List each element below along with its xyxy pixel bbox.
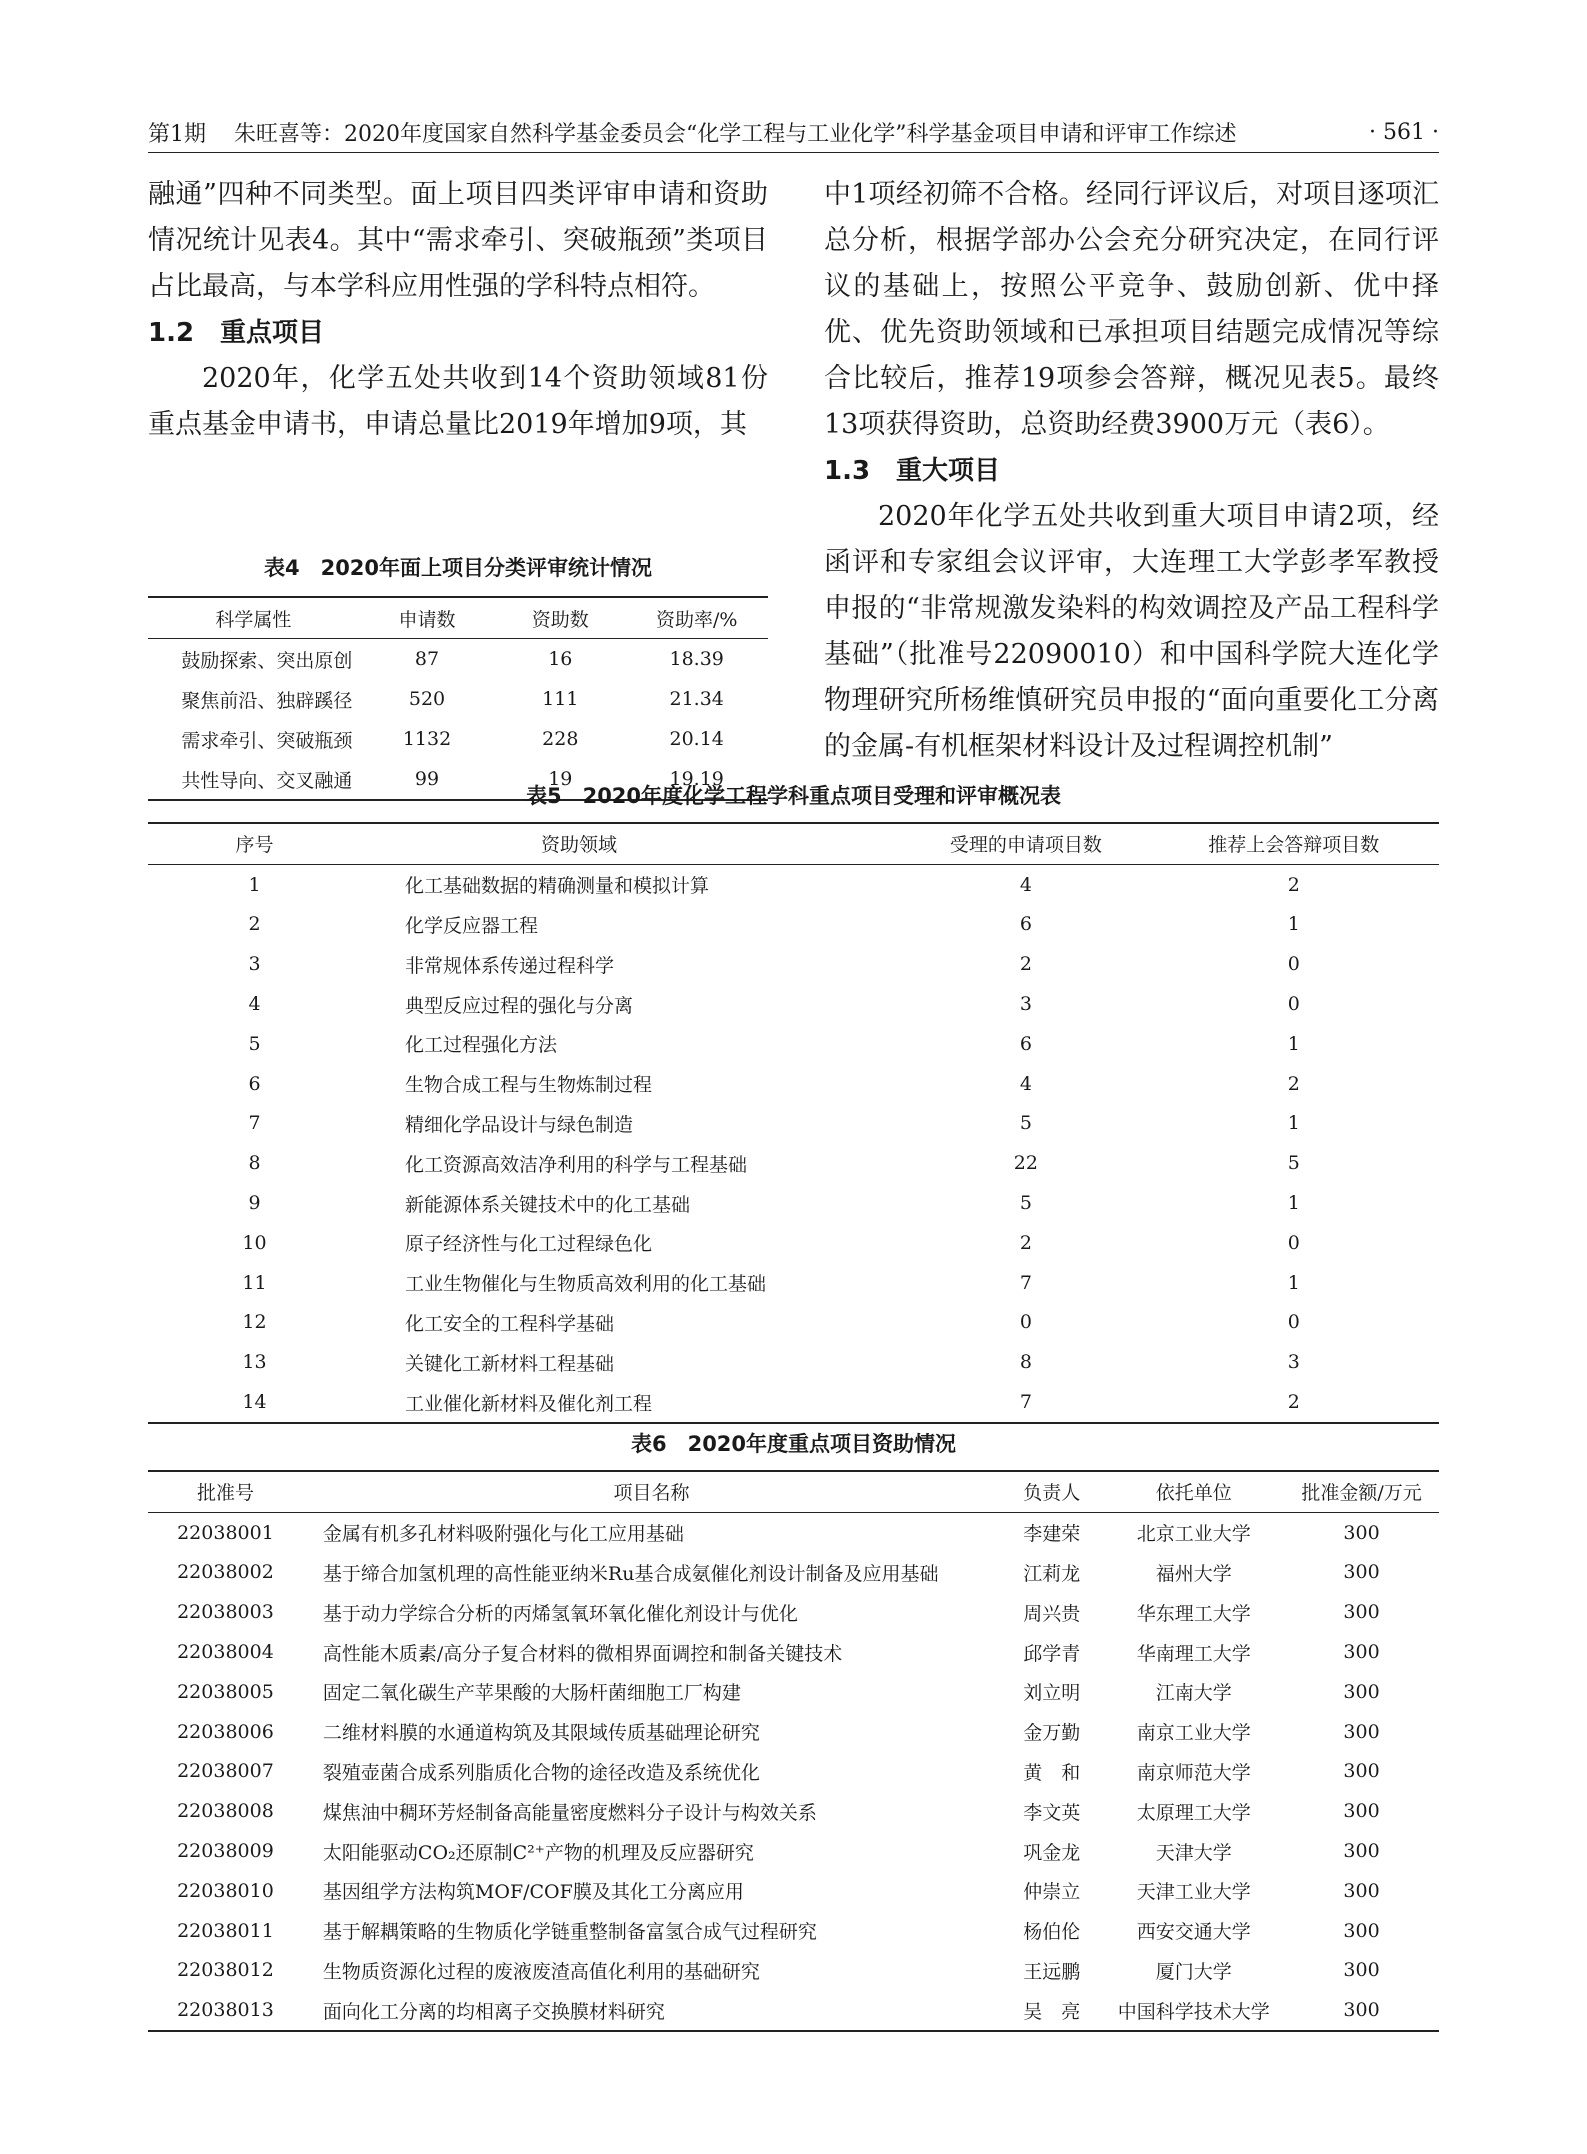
table-cell: 22038005: [177, 1680, 274, 1703]
table-5-grid: [148, 822, 1439, 1424]
table-cell: 固定二氧化碳生产苹果酸的大肠杆菌细胞工厂构建: [322, 1682, 741, 1705]
table-cell: 华东理工大学: [1136, 1602, 1251, 1625]
table-cell: 300: [1343, 1840, 1380, 1863]
table-cell: 22038007: [177, 1760, 274, 1783]
table-cell: 裂殖壶菌合成系列脂质化合物的途径改造及系统优化: [322, 1761, 760, 1784]
table-cell: 22038003: [177, 1601, 274, 1624]
table-cell: 基于缔合加氢机理的高性能亚纳米Ru基合成氨催化剂设计制备及应用基础: [322, 1562, 939, 1585]
column-header: 负责人: [1023, 1482, 1081, 1505]
table-row: [148, 1632, 1439, 1672]
table-cell: 5: [1287, 1152, 1300, 1175]
table-cell: 生物合成工程与生物炼制过程: [405, 1074, 653, 1097]
table-cell: 300: [1343, 1720, 1380, 1743]
table-cell: 300: [1343, 1561, 1380, 1584]
table-cell: 刘立明: [1023, 1682, 1081, 1705]
table-cell: 金属有机多孔材料吸附强化与化工应用基础: [322, 1523, 684, 1546]
table-cell: 5: [248, 1032, 261, 1055]
table-cell: 9: [248, 1192, 261, 1215]
left-paragraph-1: 融通”四种不同类型。面上项目四类评审申请和资助情况统计见表4。其中“需求牵引、突破瓶颈”类项目占比最高，与本学科应用性强的学科特点相符。: [148, 179, 768, 302]
table-cell: 13: [242, 1351, 267, 1374]
section-1-2-heading: 1.2 重点项目: [148, 318, 325, 348]
table-row: [148, 1223, 1439, 1263]
table-cell: 300: [1343, 1800, 1380, 1823]
table-cell: 6: [1019, 1032, 1032, 1055]
table-cell: 太原理工大学: [1136, 1801, 1251, 1824]
table-cell: 仲崇立: [1023, 1881, 1081, 1904]
table-cell: 0: [1287, 953, 1300, 976]
table-cell: 0: [1019, 1311, 1032, 1334]
table-cell: 鼓励探索、突出原创: [181, 649, 353, 672]
table-cell: 化学反应器工程: [405, 914, 539, 937]
table-cell: 10: [242, 1231, 267, 1254]
table-cell: 化工安全的工程科学基础: [405, 1312, 615, 1335]
table-cell: 聚焦前沿、独辟蹊径: [181, 689, 353, 712]
table-cell: 太阳能驱动CO₂还原制C²⁺产物的机理及反应器研究: [322, 1841, 754, 1864]
table-cell: 化工资源高效洁净利用的科学与工程基础: [405, 1153, 748, 1176]
table-cell: 8: [248, 1152, 261, 1175]
table-cell: 22038010: [177, 1879, 274, 1902]
table-cell: 22038013: [177, 1999, 274, 2022]
table-cell: 2: [1287, 873, 1300, 896]
column-header: 科学属性: [215, 608, 292, 631]
table-cell: 基于解耦策略的生物质化学链重整制备富氢合成气过程研究: [322, 1921, 817, 1944]
table-cell: 300: [1343, 1641, 1380, 1664]
table-cell: 0: [1287, 1311, 1300, 1334]
table-cell: 22038006: [177, 1720, 274, 1743]
table-row: [148, 639, 768, 680]
table-cell: 18.39: [669, 648, 724, 670]
table-cell: 巩金龙: [1023, 1841, 1081, 1864]
table-row: [148, 1672, 1439, 1712]
table-cell: 3: [1287, 1351, 1300, 1374]
table-cell: 周兴贵: [1023, 1602, 1081, 1625]
table-cell: 7: [1019, 1271, 1032, 1294]
table-cell: 中国科学技术大学: [1117, 2000, 1270, 2023]
table-cell: 87: [414, 648, 440, 670]
table-cell: 21.34: [669, 688, 724, 710]
section-1-3-heading: 1.3 重大项目: [824, 456, 1001, 486]
page-number: · 561 ·: [1369, 119, 1439, 145]
column-header: 依托单位: [1155, 1482, 1232, 1505]
table-row: [148, 1064, 1439, 1104]
table-cell: 基于动力学综合分析的丙烯氢氧环氧化催化剂设计与优化: [322, 1602, 798, 1625]
table-cell: 金万勤: [1023, 1722, 1081, 1745]
table-cell: 南京工业大学: [1136, 1722, 1251, 1745]
table-row: [148, 1104, 1439, 1144]
table-row: [148, 1553, 1439, 1593]
right-paragraph-2: 2020年化学五处共收到重大项目申请2项，经函评和专家组会议评审，大连理工大学彭孝军教授申报的“非常规激发染料的构效调控及产品工程科学基础”（批准号22090010）和中国科学院大连化学物理研究所杨维慎研究员申报的“面向重要化工分离的金属-有机框架材料设计及过程调控机制”: [824, 501, 1439, 762]
table-row: [148, 1263, 1439, 1303]
table-header-row: [148, 1471, 1439, 1512]
column-header: 批准金额/万元: [1301, 1482, 1422, 1505]
table-cell: 7: [248, 1112, 261, 1135]
table-cell: 4: [1019, 873, 1032, 896]
table-row: [148, 905, 1439, 945]
table-row: [148, 1990, 1439, 2031]
table-cell: 11: [242, 1271, 267, 1294]
table-cell: 1: [1287, 1032, 1300, 1055]
table-row: [148, 944, 1439, 984]
table-cell: 300: [1343, 1601, 1380, 1624]
table-cell: 520: [408, 688, 446, 710]
table-cell: 4: [248, 993, 261, 1016]
table-cell: 6: [1019, 913, 1032, 936]
table-cell: 0: [1287, 993, 1300, 1016]
table-row: [148, 1911, 1439, 1951]
table-row: [148, 719, 768, 759]
table-cell: 福州大学: [1155, 1562, 1232, 1585]
table-cell: 吴 亮: [1023, 2000, 1081, 2023]
table-cell: 2: [248, 913, 261, 936]
table-cell: 19: [548, 768, 573, 790]
table-cell: 李文英: [1023, 1801, 1081, 1824]
table-cell: 典型反应过程的强化与分离: [405, 994, 634, 1017]
table-cell: 关键化工新材料工程基础: [405, 1352, 615, 1375]
header-title-line: [148, 117, 1237, 148]
table-cell: 化工基础数据的精确测量和模拟计算: [405, 875, 710, 898]
table-cell: 12: [242, 1311, 267, 1334]
table-cell: 共性导向、交叉融通: [181, 769, 353, 792]
column-header: 资助数: [531, 608, 589, 631]
table-cell: 天津大学: [1155, 1841, 1232, 1864]
table-row: [148, 864, 1439, 904]
table-row: [148, 1342, 1439, 1382]
column-header: 批准号: [196, 1482, 254, 1505]
table-cell: 黄 和: [1023, 1761, 1081, 1784]
running-header: [148, 112, 1439, 153]
table-cell: 6: [248, 1072, 261, 1095]
table-row: [148, 1951, 1439, 1991]
table-cell: 二维材料膜的水通道构筑及其限域传质基础理论研究: [322, 1722, 760, 1745]
table-6-grid: [148, 1470, 1439, 2032]
table-cell: 22038009: [177, 1840, 274, 1863]
table-cell: 江莉龙: [1023, 1562, 1081, 1585]
table-cell: 1: [1287, 913, 1300, 936]
table-cell: 0: [1287, 1231, 1300, 1254]
table-row: [148, 679, 768, 719]
table-cell: 1132: [402, 728, 452, 750]
table-row: [148, 1752, 1439, 1792]
left-column: [148, 172, 768, 448]
table-row: [148, 1791, 1439, 1831]
table-cell: 南京师范大学: [1136, 1761, 1251, 1784]
table-header-row: [148, 597, 768, 639]
table-cell: 非常规体系传递过程科学: [405, 954, 615, 977]
column-header: 申请数: [398, 608, 456, 631]
table-row: [148, 1024, 1439, 1064]
table-cell: 300: [1343, 1959, 1380, 1982]
table-4: [148, 552, 768, 801]
table-row: [148, 984, 1439, 1024]
column-header: 资助领域: [541, 834, 618, 857]
table-cell: 工业催化新材料及催化剂工程: [405, 1392, 653, 1415]
table-cell: 西安交通大学: [1136, 1921, 1251, 1944]
column-header: 受理的申请项目数: [949, 834, 1102, 857]
table-cell: 3: [248, 953, 261, 976]
table-cell: 300: [1343, 1999, 1380, 2022]
table-cell: 煤焦油中稠环芳烃制备高能量密度燃料分子设计与构效关系: [322, 1801, 817, 1824]
table-4-caption: 表4 2020年面上项目分类评审统计情况: [263, 556, 653, 580]
table-cell: 2: [1019, 1231, 1032, 1254]
table-cell: 4: [1019, 1072, 1032, 1095]
table-row: [148, 1382, 1439, 1423]
table-cell: 需求牵引、突破瓶颈: [181, 729, 353, 752]
table-cell: 3: [1019, 993, 1032, 1016]
column-header: 资助率/%: [655, 608, 738, 631]
table-row: [148, 1303, 1439, 1343]
article-title: 朱旺喜等：2020年度国家自然科学基金委员会“化学工程与工业化学”科学基金项目申请和评审工作综述: [234, 121, 1237, 147]
table-cell: 300: [1343, 1919, 1380, 1942]
table-cell: 1: [1287, 1192, 1300, 1215]
table-cell: 5: [1019, 1192, 1032, 1215]
table-cell: 5: [1019, 1112, 1032, 1135]
table-cell: 22038001: [177, 1521, 274, 1544]
table-header-row: [148, 823, 1439, 864]
column-header: 推荐上会答辩项目数: [1208, 834, 1380, 857]
table-cell: 高性能木质素/高分子复合材料的微相界面调控和制备关键技术: [322, 1642, 843, 1665]
table-cell: 22038012: [177, 1959, 274, 1982]
table-row: [148, 1143, 1439, 1183]
table-cell: 2: [1019, 953, 1032, 976]
table-cell: 22038004: [177, 1641, 274, 1664]
right-paragraph-1: 中1项经初筛不合格。经同行评议后，对项目逐项汇总分析，根据学部办公会充分研究决定，在同行评议的基础上，按照公平竞争、鼓励创新、优中择优、优先资助领域和已承担项目结题完成情况等综合比较后，推荐19项参会答辩，概况见表5。最终13项获得资助，总资助经费3900万元（表6）。: [824, 179, 1439, 440]
table-cell: 生物质资源化过程的废液废渣高值化利用的基础研究: [322, 1960, 760, 1983]
table-cell: 300: [1343, 1760, 1380, 1783]
table-cell: 原子经济性与化工过程绿色化: [405, 1233, 653, 1256]
table-cell: 精细化学品设计与绿色制造: [405, 1113, 634, 1136]
column-header: 项目名称: [613, 1482, 690, 1505]
left-paragraph-2: 2020年，化学五处共收到14个资助领域81份重点基金申请书，申请总量比2019年增加9项，其: [148, 363, 768, 440]
table-cell: 2: [1287, 1391, 1300, 1414]
table-cell: 228: [542, 728, 579, 750]
table-cell: 16: [548, 648, 573, 670]
table-cell: 7: [1019, 1391, 1032, 1414]
table-cell: 厦门大学: [1155, 1960, 1232, 1983]
table-cell: 20.14: [669, 728, 724, 750]
table-cell: 工业生物催化与生物质高效利用的化工基础: [405, 1273, 767, 1296]
right-column: [824, 172, 1439, 770]
table-cell: 22038011: [177, 1919, 274, 1942]
issue-number: 第1期: [148, 121, 206, 147]
table-cell: 邱学青: [1023, 1642, 1081, 1665]
table-cell: 300: [1343, 1521, 1380, 1544]
table-cell: 2: [1287, 1072, 1300, 1095]
table-cell: 1: [1287, 1271, 1300, 1294]
table-cell: 面向化工分离的均相离子交换膜材料研究: [322, 2000, 665, 2023]
table-row: [148, 1831, 1439, 1871]
table-cell: 新能源体系关键技术中的化工基础: [405, 1193, 691, 1216]
table-cell: 8: [1019, 1351, 1032, 1374]
table-5: [148, 780, 1439, 1424]
table-cell: 22038008: [177, 1800, 274, 1823]
column-header: 序号: [235, 834, 274, 857]
table-cell: 王远鹏: [1023, 1960, 1081, 1983]
table-cell: 杨伯伦: [1023, 1921, 1081, 1944]
table-cell: 华南理工大学: [1136, 1642, 1251, 1665]
table-cell: 14: [242, 1391, 267, 1414]
table-row: [148, 1871, 1439, 1911]
table-cell: 基因组学方法构筑MOF/COF膜及其化工分离应用: [322, 1881, 744, 1904]
table-cell: 北京工业大学: [1136, 1523, 1251, 1546]
table-6-caption: 表6 2020年度重点项目资助情况: [630, 1432, 957, 1456]
table-row: [148, 1183, 1439, 1223]
table-cell: 22: [1013, 1152, 1038, 1175]
table-row: [148, 1512, 1439, 1552]
table-cell: 22038002: [177, 1561, 274, 1584]
table-cell: 99: [414, 768, 440, 790]
table-4-grid: [148, 596, 768, 801]
table-cell: 江南大学: [1155, 1682, 1232, 1705]
table-row: [148, 1592, 1439, 1632]
table-cell: 1: [248, 873, 261, 896]
table-cell: 化工过程强化方法: [405, 1034, 558, 1057]
table-6: [148, 1428, 1439, 2032]
table-row: [148, 1712, 1439, 1752]
table-cell: 111: [542, 688, 579, 710]
table-cell: 1: [1287, 1112, 1300, 1135]
table-cell: 300: [1343, 1879, 1380, 1902]
table-5-caption: 表5 2020年度化学工程学科重点项目受理和评审概况表: [525, 784, 1062, 808]
table-cell: 李建荣: [1023, 1523, 1081, 1546]
table-cell: 300: [1343, 1680, 1380, 1703]
table-cell: 19.19: [669, 768, 724, 790]
table-cell: 天津工业大学: [1136, 1881, 1251, 1904]
